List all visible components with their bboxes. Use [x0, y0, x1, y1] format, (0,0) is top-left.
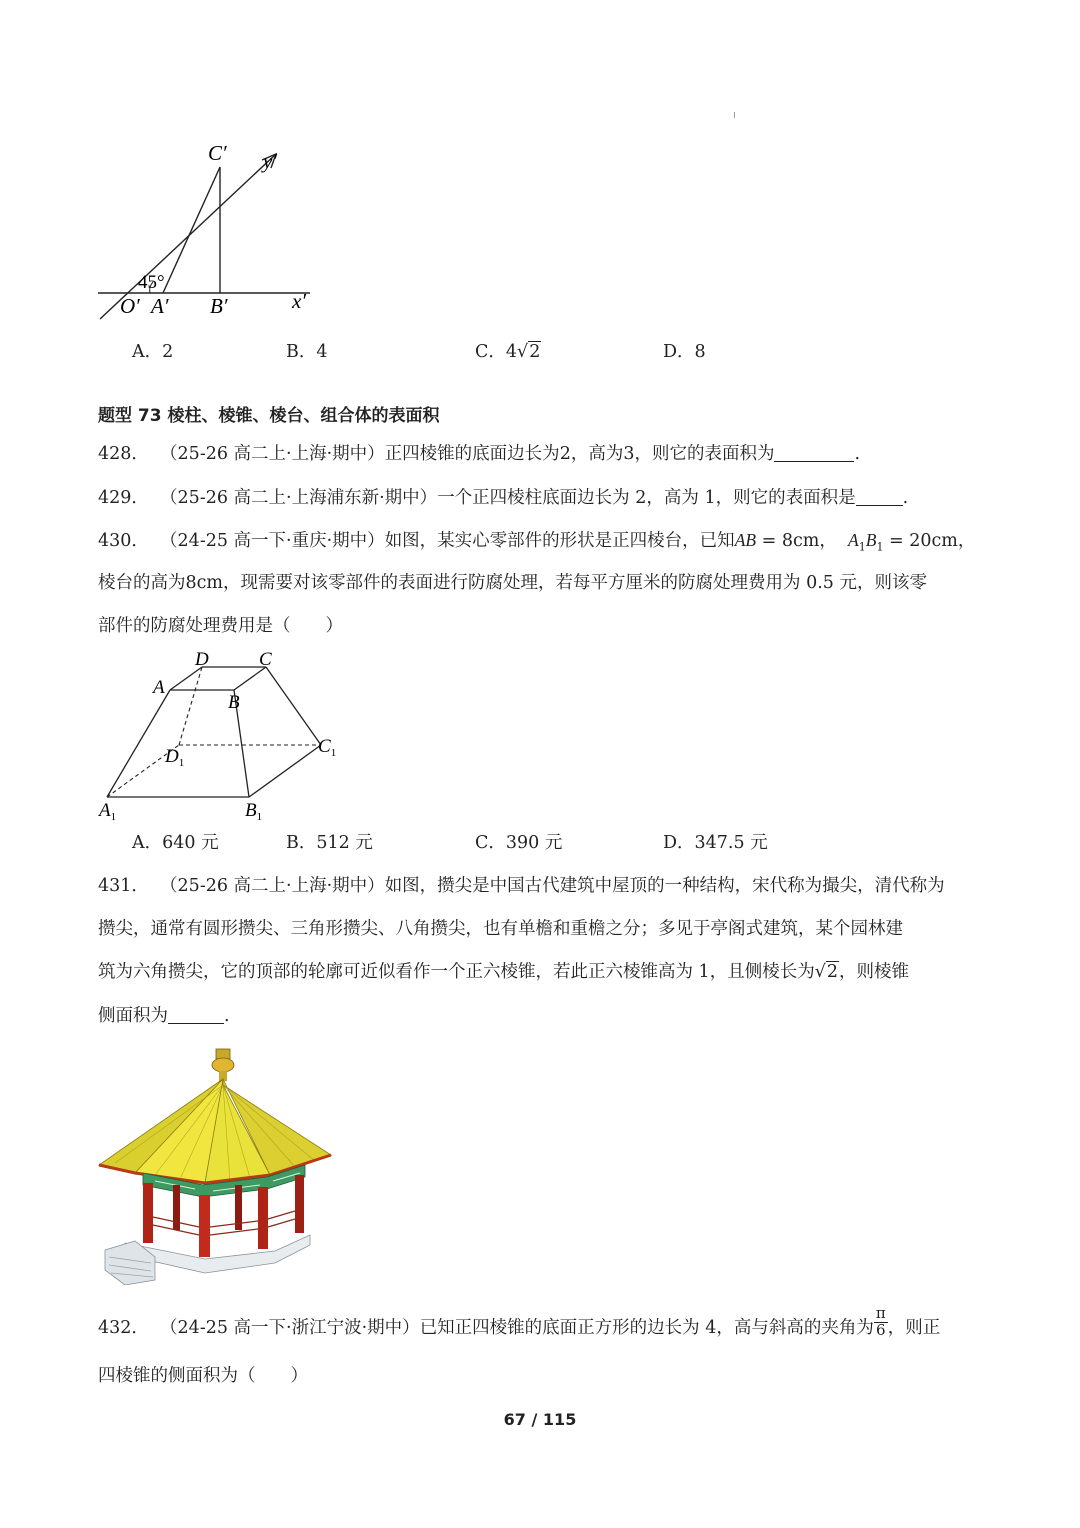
answer-blank: [774, 445, 854, 462]
option-a: A．2: [132, 342, 174, 362]
label-a: A: [153, 677, 165, 698]
label-b-prime: B′: [210, 294, 228, 318]
question-431-line4: 侧面积为 .: [98, 1006, 230, 1026]
question-432-line2: 四棱锥的侧面积为（ ）: [98, 1366, 308, 1386]
answer-blank: [168, 1007, 224, 1024]
question-431-line2: 攒尖，通常有圆形攒尖、三角形攒尖、八角攒尖，也有单檐和重檐之分；多见于亭阁式建筑，某个园林建: [98, 919, 903, 939]
oblique-axis-figure: [90, 140, 330, 325]
segment-ca: [163, 167, 220, 293]
label-c: C: [259, 649, 272, 670]
fraction-pi-over-6: $\frac{\pi}{6}$: [875, 1304, 886, 1339]
label-d: D: [195, 649, 209, 670]
question-430-line1: 430． （24-25 高一下·重庆·期中）如图，某实心零部件的形状是正四棱台，已知AB = 8cm， $A_1B_1 = 20cm$，: [98, 530, 976, 554]
question-432-line1: 432． （24-25 高一下·浙江宁波·期中）已知正四棱锥的底面正方形的边长为 4，高与斜高的夹角为 $\frac{\pi}{6}$ ，则正: [98, 1304, 941, 1339]
label-a1: $A_1$: [99, 800, 117, 823]
question-430-line2: 棱台的高为8cm，现需要对该零部件的表面进行防腐处理，若每平方厘米的防腐处理费用为 0.5 元，则该零: [98, 573, 927, 593]
label-b1: $B_1$: [245, 800, 263, 823]
label-b: B: [228, 692, 240, 713]
stray-mark: [734, 112, 735, 118]
label-a-prime: A′: [151, 294, 169, 318]
label-c-prime: C′: [208, 141, 227, 165]
question-430-line3: 部件的防腐处理费用是（ ）: [98, 616, 343, 636]
option-c: C．4√2: [475, 342, 541, 362]
option-d: D．8: [663, 342, 706, 362]
label-o-prime: O′: [120, 294, 140, 318]
pavilion-illustration: [95, 1045, 335, 1285]
label-d1: $D_1$: [165, 746, 185, 769]
question-429: 429． （25-26 高二上·上海浦东新·期中）一个正四棱柱底面边长为 2，高为 1，则它的表面积是 .: [98, 488, 909, 508]
frustum-figure: [95, 645, 355, 825]
label-angle-45: 45°: [138, 272, 165, 293]
question-431-line3: 筑为六角攒尖，它的顶部的轮廓可近似看作一个正六棱锥，若此正六棱锥高为 1，且侧棱长为√2，则棱锥: [98, 962, 909, 982]
section-heading: 题型 73 棱柱、棱锥、棱台、组合体的表面积: [98, 406, 440, 426]
q430-option-a: A．640 元: [132, 833, 219, 853]
option-b: B．4: [286, 342, 328, 362]
q430-option-d: D．347.5 元: [663, 833, 768, 853]
q430-option-b: B．512 元: [286, 833, 373, 853]
question-431-line1: 431． （25-26 高二上·上海·期中）如图，攒尖是中国古代建筑中屋顶的一种结构，宋代称为撮尖，清代称为: [98, 876, 945, 896]
label-y-prime: y′: [263, 149, 277, 173]
label-c1: $C_1$: [318, 736, 337, 759]
q430-option-c: C．390 元: [475, 833, 563, 853]
answer-blank: [856, 489, 903, 506]
question-428: 428． （25-26 高二上·上海·期中）正四棱锥的底面边长为2，高为3，则它的表面积为 .: [98, 444, 861, 464]
label-x-prime: x′: [292, 289, 306, 313]
page-number: 67 / 115: [503, 1410, 577, 1429]
